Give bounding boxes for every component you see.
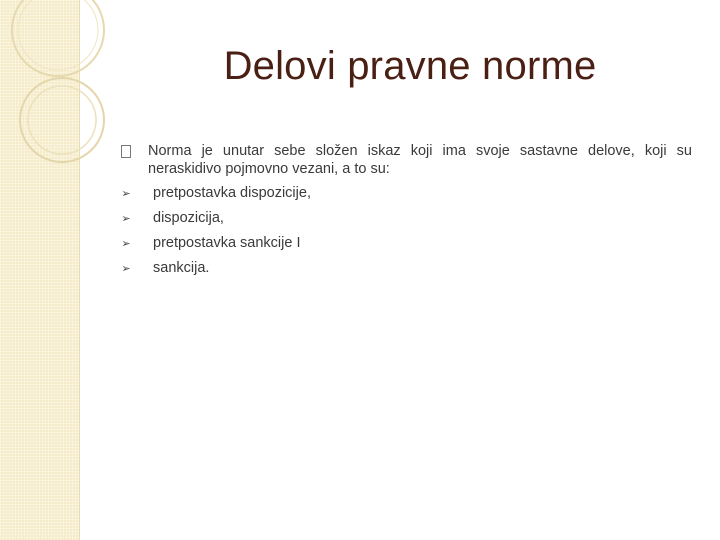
list-item <box>118 259 692 284</box>
list-item <box>118 209 692 234</box>
box-bullet-icon <box>118 142 134 163</box>
list-item-text: sankcija. <box>153 260 210 276</box>
arrowhead-bullet-icon: ➢ <box>121 188 131 200</box>
page-title: Delovi pravne norme <box>223 44 597 88</box>
bullet-list <box>118 142 692 284</box>
list-item-text: pretpostavka sankcije I <box>153 235 301 251</box>
list-item-text: pretpostavka dispozicije, <box>153 185 311 201</box>
decorative-sidebar <box>0 0 80 540</box>
list-item <box>118 184 692 209</box>
list-item-text: dispozicija, <box>153 210 224 226</box>
intro-text: Norma je unutar sebe složen iskaz koji ima svoje sastavne delove, koji su neraskidivo pojmovno vezani, a to su: <box>148 143 692 177</box>
list-item-intro <box>118 142 692 178</box>
arrowhead-bullet-icon: ➢ <box>121 213 131 225</box>
arrowhead-bullet-icon: ➢ <box>121 263 131 275</box>
list-item <box>118 234 692 259</box>
arrowhead-bullet-icon: ➢ <box>121 238 131 250</box>
